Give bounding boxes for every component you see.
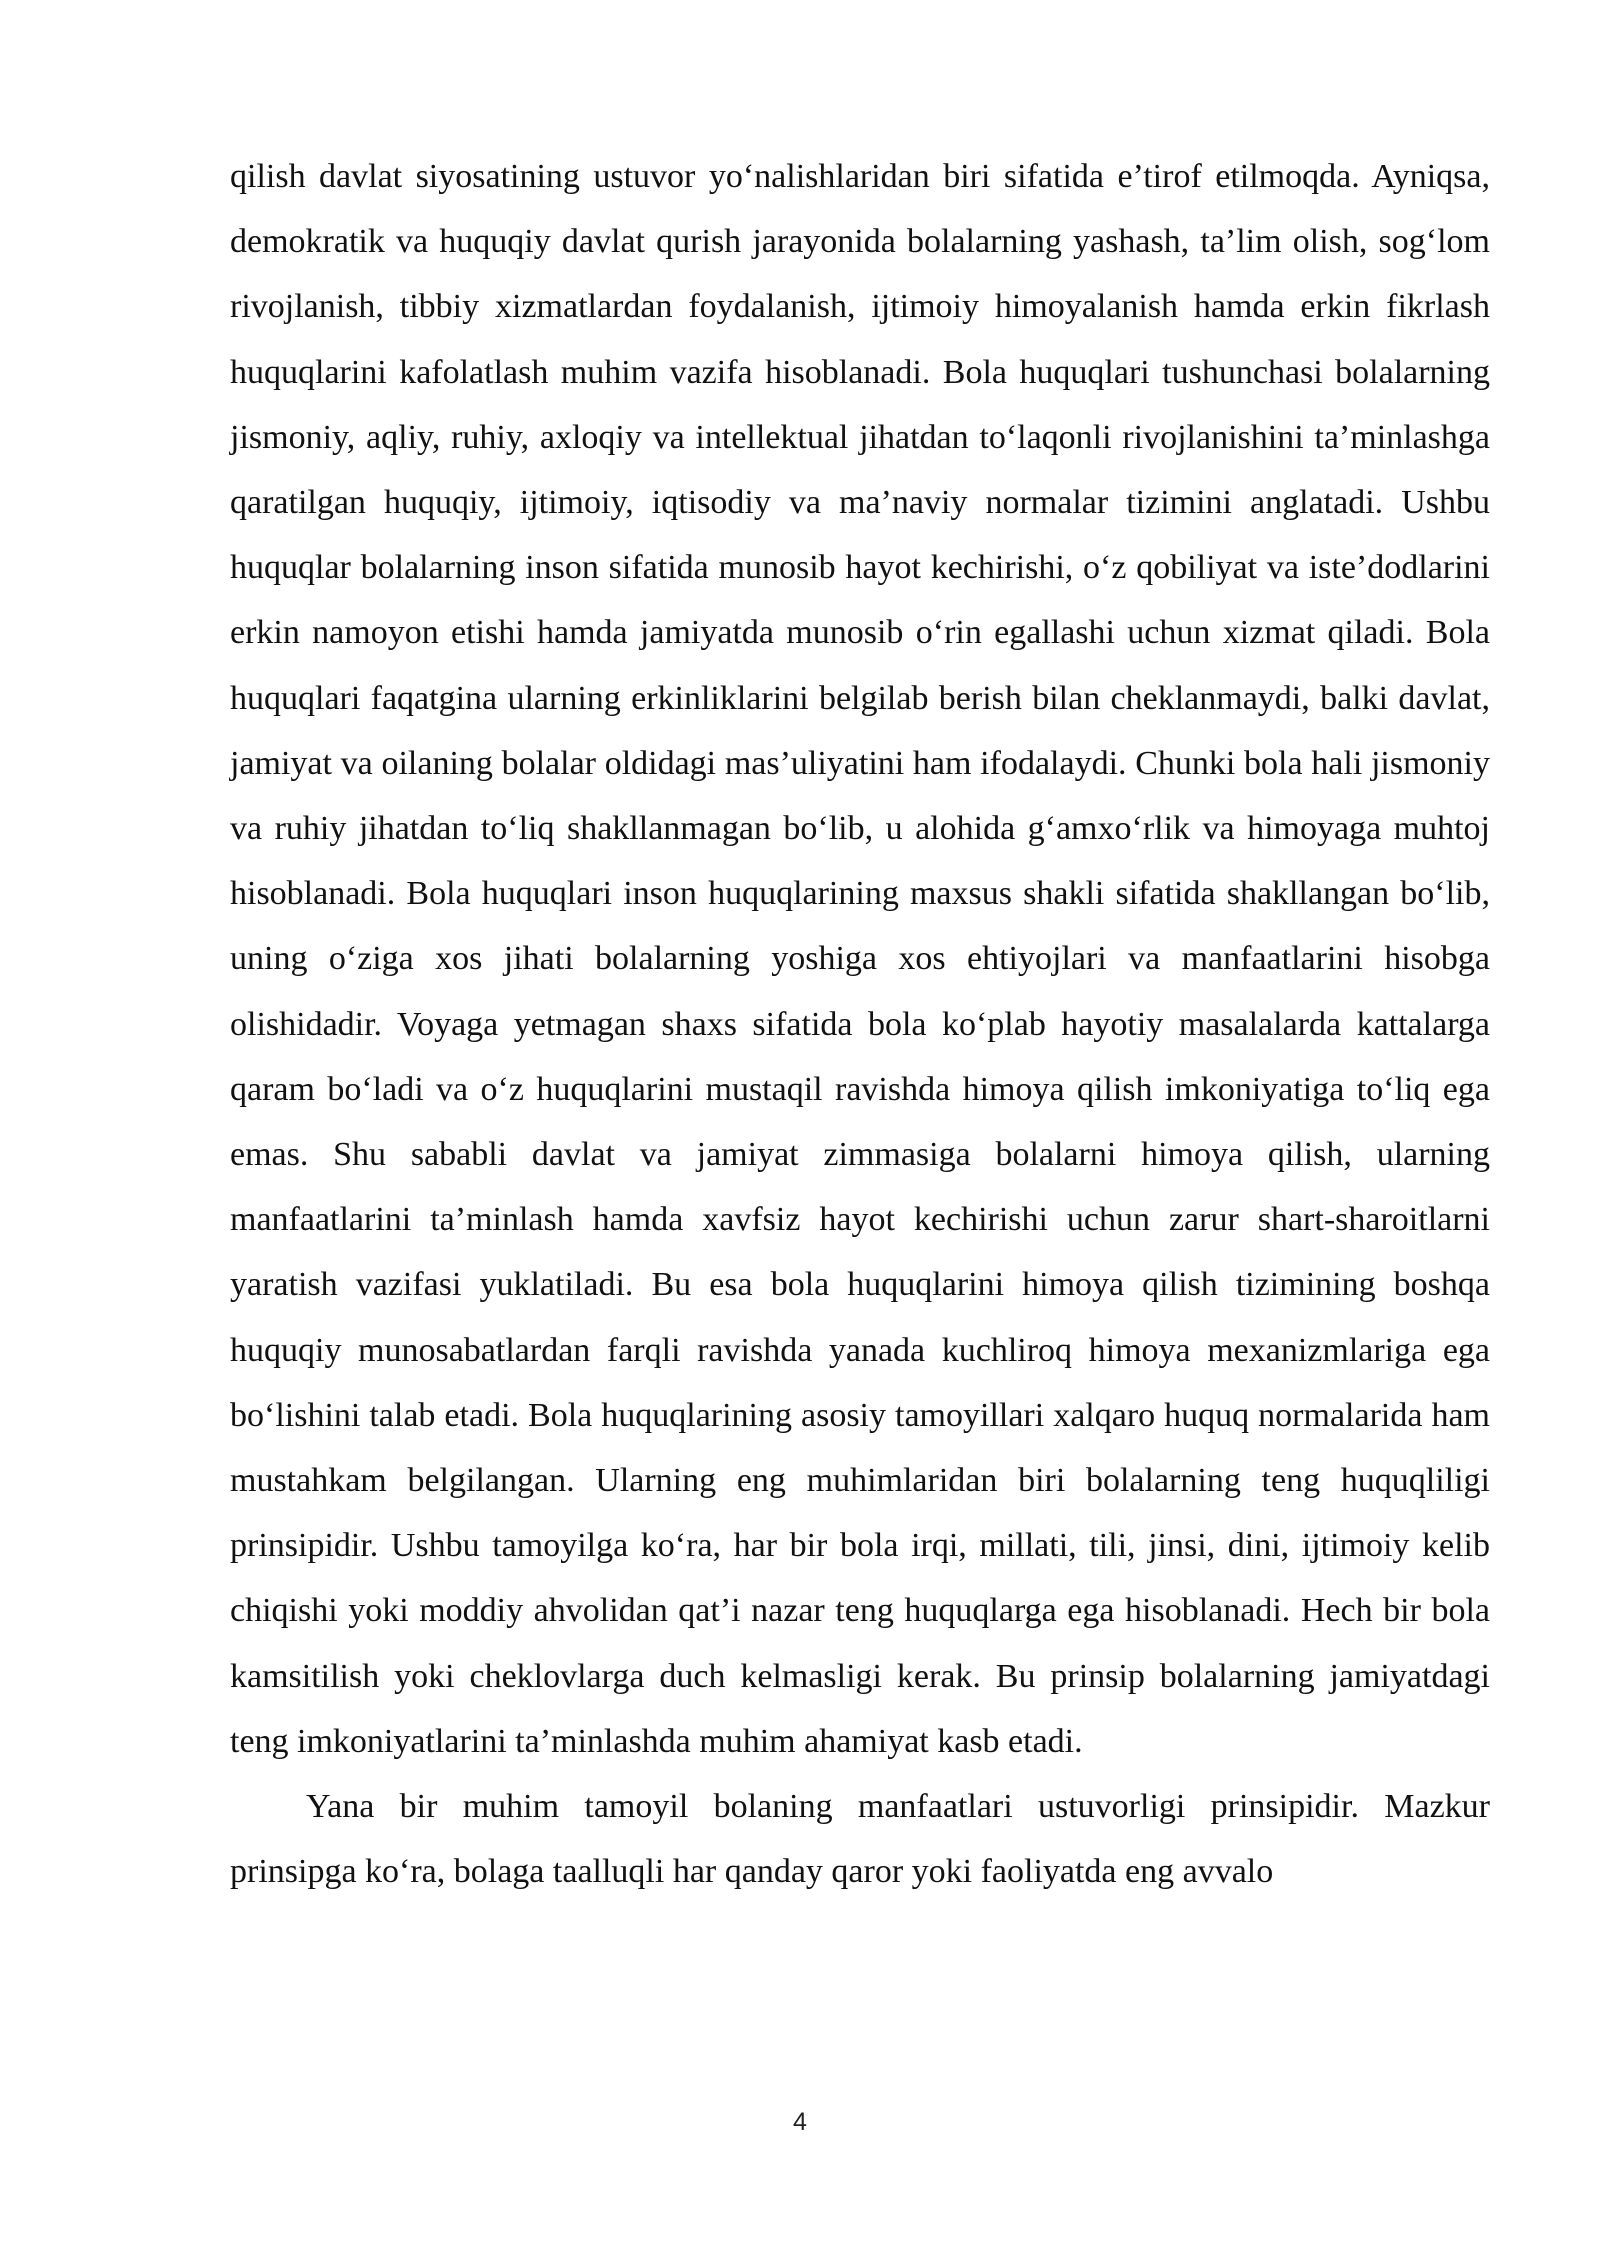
paragraph-continued: qilish davlat siyosatining ustuvor yo‘nalishlaridan biri sifatida e’tirof etilmoqda. Ayniqsa, demokratik va huquqiy davlat qurish jarayonida bolalarning yashash, ta’lim olish, sog‘lom rivojlanish, tibbiy xizmatlardan foydalanish, ijtimoiy himoyalanish hamda erkin fikrlash huquqlarini kafolatlash muhim vazifa hisoblanadi. Bola huquqlari tushunchasi bolalarning jismoniy, aqliy, ruhiy, axloqiy va intellektual jihatdan to‘laqonli rivojlanishini ta’minlashga qaratilgan huquqiy, ijtimoiy, iqtisodiy va ma’naviy normalar tizimini anglatadi. Ushbu huquqlar bolalarning inson sifatida munosib hayot kechirishi, o‘z qobiliyat va iste’dodlarini erkin namoyon etishi hamda jamiyatda munosib o‘rin egallashi uchun xizmat qiladi. Bola huquqlari faqatgina ularning erkinliklarini belgilab berish bilan cheklanmaydi, balki davlat, jamiyat va oilaning bolalar oldidagi mas’uliyatini ham ifodalaydi. Chunki bola hali jismoniy va ruhiy jihatdan to‘liq shakllanmagan bo‘lib, u alohida g‘amxo‘rlik va himoyaga muhtoj hisoblanadi. Bola huquqlari inson huquqlarining maxsus shakli sifatida shakllangan bo‘lib, uning o‘ziga xos jihati bolalarning yoshiga xos ehtiyojlari va manfaatlarini hisobga olishidadir. Voyaga yetmagan shaxs sifatida bola ko‘plab hayotiy masalalarda kattalarga qaram bo‘ladi va o‘z huquqlarini mustaqil ravishda himoya qilish imkoniyatiga to‘liq ega emas. Shu sababli davlat va jamiyat zimmasiga bolalarni himoya qilish, ularning manfaatlarini ta’minlash hamda xavfsiz hayot kechirishi uchun zarur shart-sharoitlarni yaratish vazifasi yuklatiladi. Bu esa bola huquqlarini himoya qilish tizimining boshqa huquqiy munosabatlardan farqli ravishda yanada kuchliroq himoya mexanizmlariga ega bo‘lishini talab etadi. Bola huquqlarining asosiy tamoyillari xalqaro huquq normalarida ham mustahkam belgilangan. Ularning eng muhimlaridan biri bolalarning teng huquqliligi prinsipidir. Ushbu tamoyilga ko‘ra, har bir bola irqi, millati, tili, jinsi, dini, ijtimoiy kelib chiqishi yoki moddiy ahvolidan qat’i nazar teng huquqlarga ega hisoblanadi. Hech bir bola kamsitilish yoki cheklovlarga duch kelmasligi kerak. Bu prinsip bolalarning jamiyatdagi teng imkoniyatlarini ta’minlashda muhim ahamiyat kasb etadi. bbox=[230, 158, 1490, 1760]
page-number: 4 bbox=[793, 2108, 807, 2136]
paragraph-best-interests-principle: Yana bir muhim tamoyil bolaning manfaatlari ustuvorligi prinsipidir. Mazkur prinsipga ko‘ra, bolaga taalluqli har qanday qaror yoki faoliyatda eng avvalo bbox=[230, 1788, 1490, 1891]
body-text bbox=[230, 144, 1490, 1904]
